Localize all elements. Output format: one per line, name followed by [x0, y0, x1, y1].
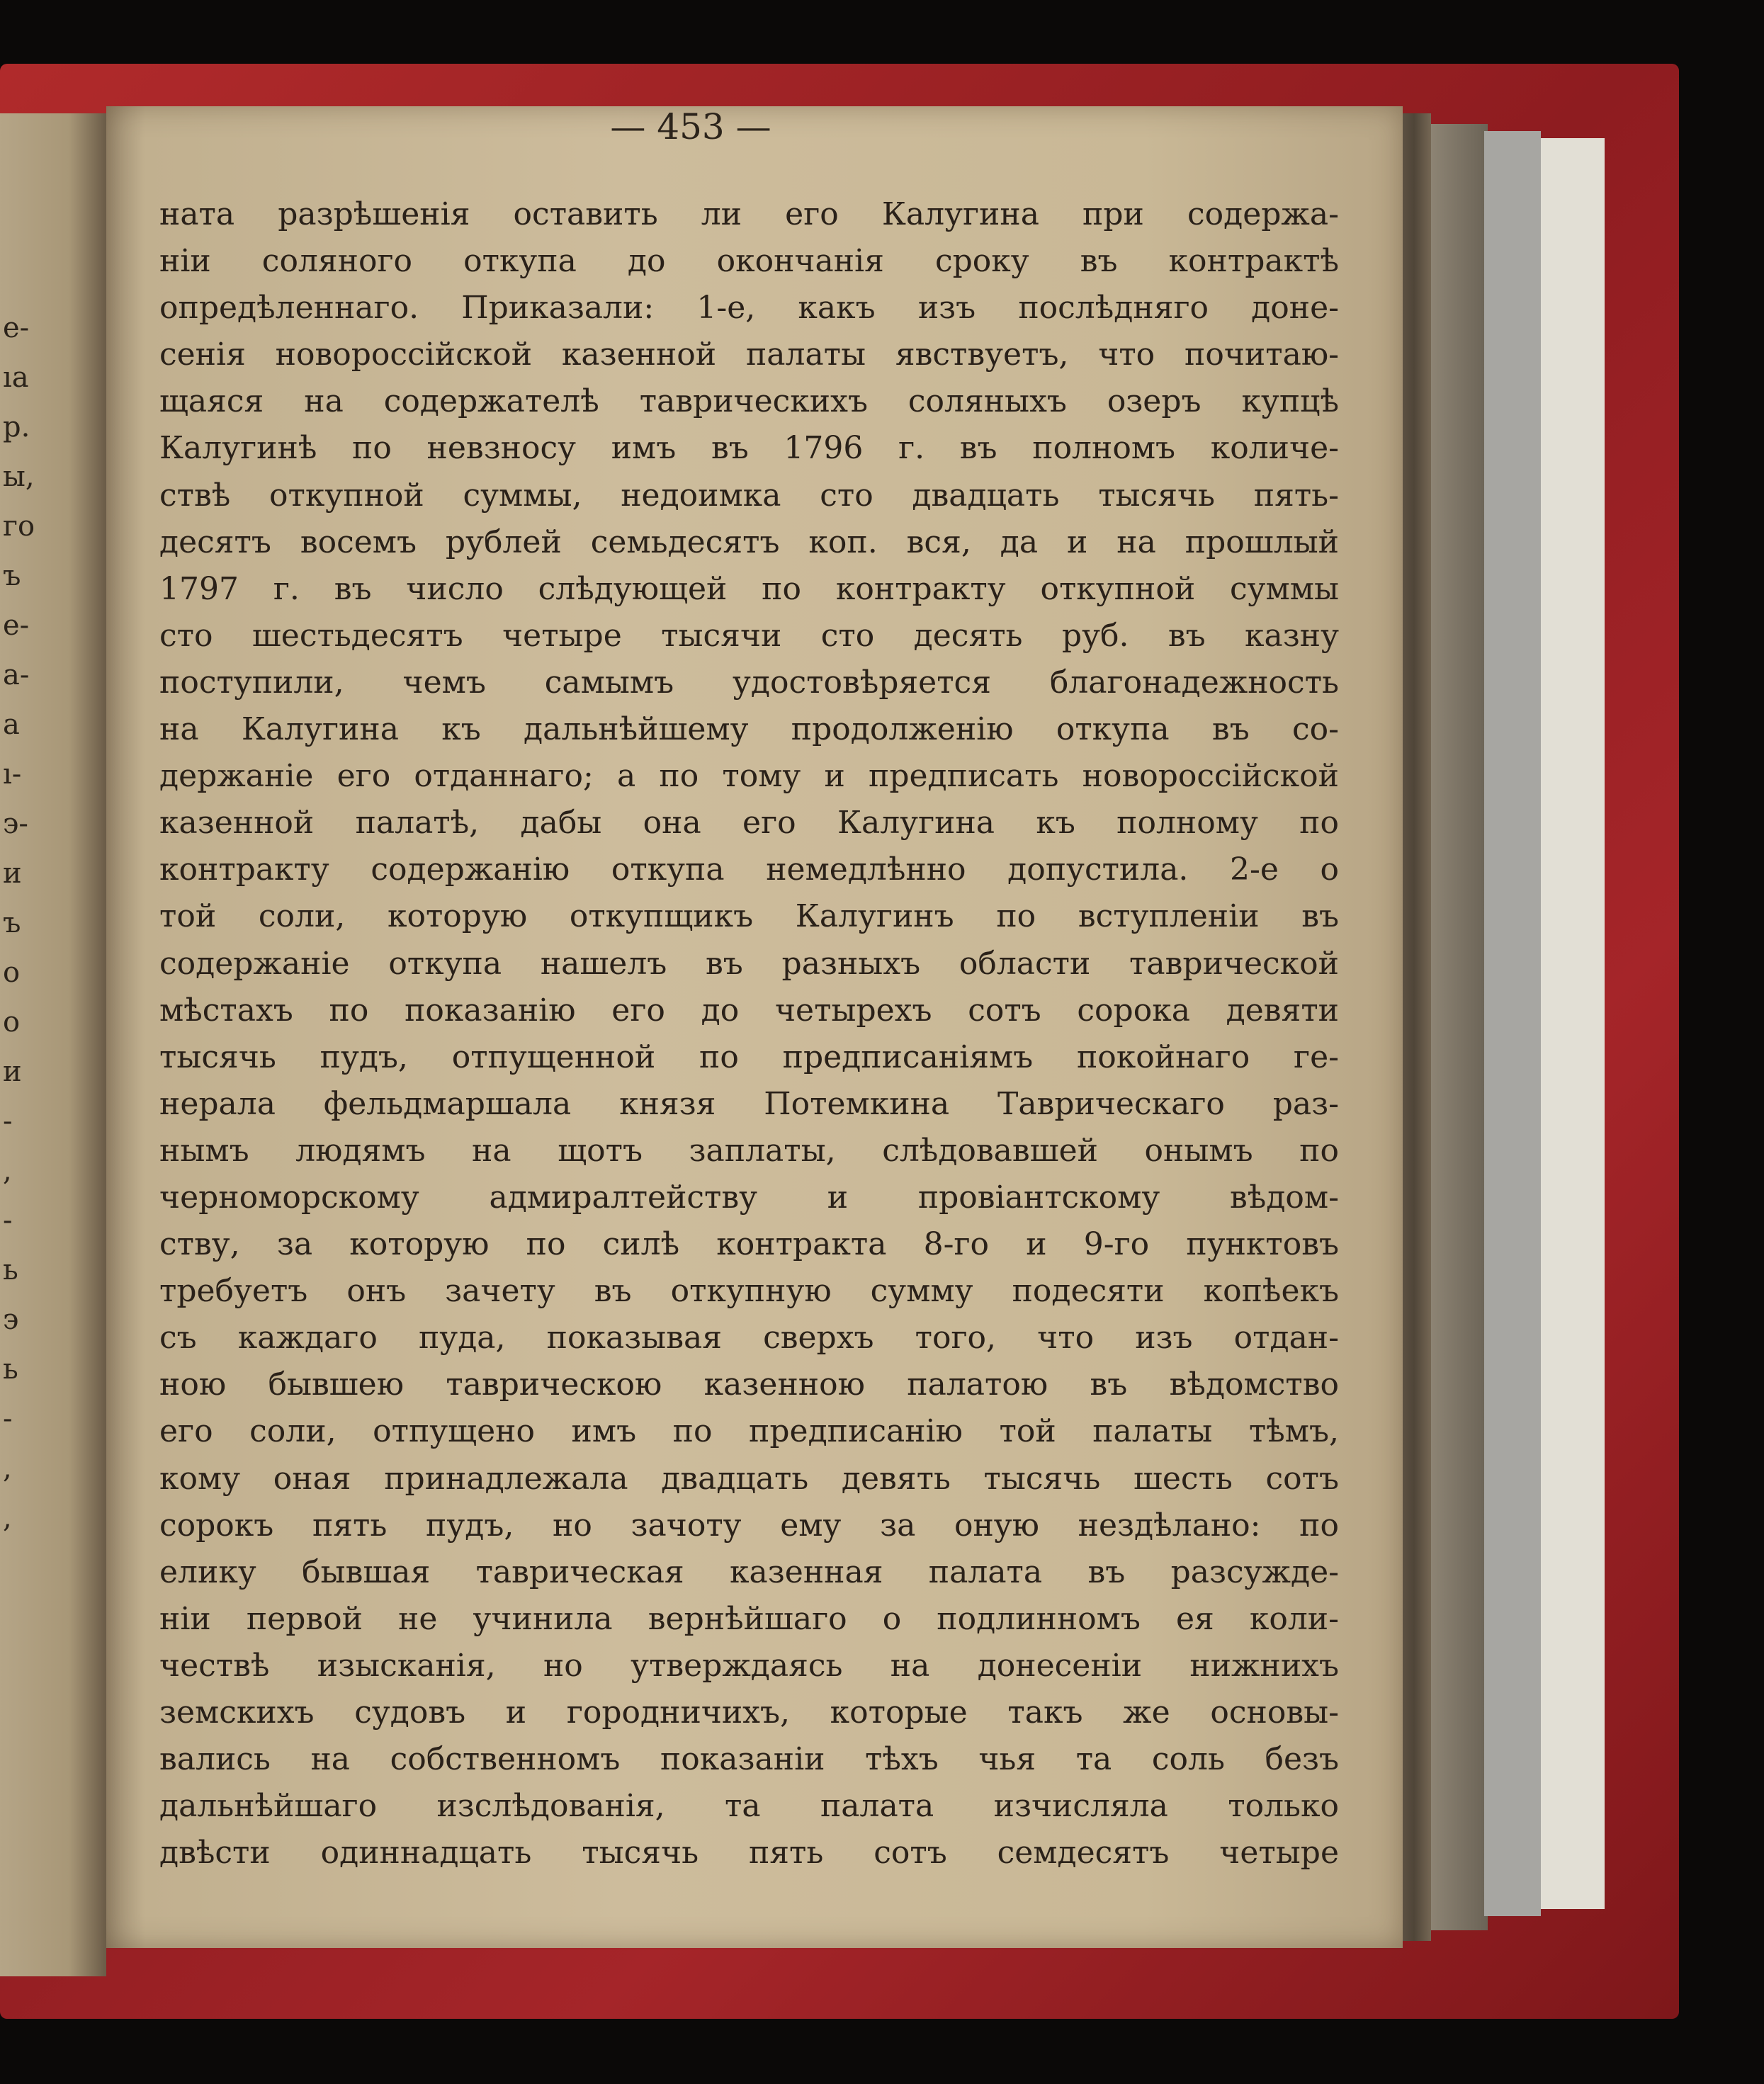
text-line: дальнѣйшаго изслѣдованія, та палата изчисляла только — [159, 1788, 1339, 1825]
text-line: ніи первой не учинила вернѣйшаго о подлинномъ ея коли- — [159, 1600, 1339, 1637]
left-page-fragment: ь — [3, 1353, 18, 1386]
text-line: сто шестьдесятъ четыре тысячи сто десять руб. въ казну — [159, 617, 1339, 654]
text-line: мѣстахъ по показанію его до четырехъ сотъ сорока девяти — [159, 992, 1339, 1029]
text-line: требуетъ онъ зачету въ откупную сумму подесяти копѣекъ — [159, 1273, 1339, 1310]
left-page-fragment: э — [3, 1303, 19, 1336]
page-edges — [1541, 138, 1605, 1909]
text-line: опредѣленнаго. Приказали: 1-е, какъ изъ послѣдняго доне- — [159, 290, 1339, 327]
left-page-fragment: , — [3, 1502, 12, 1534]
left-page-fragment: и — [3, 857, 22, 890]
text-line: его соли, отпущено имъ по предписанію той палаты тѣмъ, — [159, 1413, 1339, 1450]
text-line: щаяся на содержателѣ таврическихъ соляныхъ озеръ купцѣ — [159, 383, 1339, 420]
left-page-fragment: ы, — [3, 460, 35, 493]
text-line: 1797 г. въ число слѣдующей по контракту откупной суммы — [159, 570, 1339, 607]
text-line: контракту содержанію откупа немедлѣнно допустила. 2-е о — [159, 851, 1339, 888]
left-page-fragment: ь — [3, 1254, 18, 1286]
text-line: земскихъ судовъ и городничихъ, которые такъ же основы- — [159, 1694, 1339, 1731]
text-line: Калугинѣ по невзносу имъ въ 1796 г. въ полномъ количе- — [159, 430, 1339, 467]
left-page-fragment: о — [3, 956, 21, 989]
text-line: чествѣ изысканія, но утверждаясь на донесеніи нижнихъ — [159, 1647, 1339, 1684]
text-line: поступили, чемъ самымъ удостовѣряется благонадежность — [159, 664, 1339, 701]
text-line: елику бывшая таврическая казенная палата въ разсужде- — [159, 1553, 1339, 1590]
text-line: десятъ восемъ рублей семьдесятъ коп. вся, да и на прошлый — [159, 523, 1339, 560]
left-page-fragment: е- — [3, 312, 30, 344]
left-page-fragment: е- — [3, 609, 30, 642]
left-page-fragment: , — [3, 1155, 12, 1187]
text-line: съ каждаго пуда, показывая сверхъ того, что изъ отдан- — [159, 1320, 1339, 1357]
text-line: на Калугина къ дальнѣйшему продолженію откупа въ со- — [159, 711, 1339, 748]
left-page-fragment: ъ — [3, 560, 21, 592]
left-page-fragment: ı- — [3, 758, 22, 791]
page-number: — 453 — — [610, 106, 771, 147]
text-line: ствѣ откупной суммы, недоимка сто двадцать тысячь пять- — [159, 477, 1339, 514]
text-line: кому оная принадлежала двадцать девять тысячь шесть сотъ — [159, 1460, 1339, 1497]
left-page-fragment: р. — [3, 411, 30, 443]
left-page-fragment: ъ — [3, 907, 21, 939]
left-page-fragment: - — [3, 1204, 13, 1237]
text-line: той соли, которую откупщикъ Калугинъ по вступленіи въ — [159, 898, 1339, 935]
text-line: сорокъ пять пудъ, но зачоту ему за оную нездѣлано: по — [159, 1507, 1339, 1544]
left-facing-page — [0, 113, 106, 1976]
page-edges — [1484, 131, 1541, 1916]
page-text — [159, 191, 1339, 1876]
left-page-fragment: - — [3, 1105, 13, 1138]
text-line: казенной палатѣ, дабы она его Калугина къ полному по — [159, 805, 1339, 842]
text-line: держаніе его отданнаго; а по тому и предписать новороссійской — [159, 758, 1339, 795]
left-page-fragment: о — [3, 1006, 21, 1038]
text-line: ната разрѣшенія оставить ли его Калугина при содержа- — [159, 196, 1339, 232]
text-line: сенія новороссійской казенной палаты явствуетъ, что почитаю- — [159, 336, 1339, 373]
text-line: нерала фельдмаршала князя Потемкина Таврическаго раз- — [159, 1085, 1339, 1122]
left-page-fragment: а- — [3, 659, 30, 691]
book-page — [106, 106, 1403, 1948]
left-page-fragment: э- — [3, 808, 28, 840]
text-line: ніи соляного откупа до окончанія сроку въ контрактѣ — [159, 243, 1339, 280]
text-line: содержаніе откупа нашелъ въ разныхъ области таврической — [159, 945, 1339, 982]
text-line: черноморскому адмиралтейству и провіантскому вѣдом- — [159, 1179, 1339, 1216]
text-line: нымъ людямъ на щотъ заплаты, слѣдовавшей онымъ по — [159, 1132, 1339, 1169]
page-edges — [1431, 124, 1488, 1930]
text-line: ству, за которую по силѣ контракта 8-го и 9-го пунктовъ — [159, 1226, 1339, 1263]
left-page-fragment: , — [3, 1452, 12, 1485]
left-page-fragment: а — [3, 708, 20, 741]
left-page-fragment: и — [3, 1055, 22, 1088]
text-line: ною бывшею таврическою казенною палатою въ вѣдомство — [159, 1366, 1339, 1403]
left-page-fragment: - — [3, 1403, 13, 1435]
left-page-fragment: го — [3, 510, 35, 543]
text-line: тысячь пудъ, отпущенной по предписаніямъ покойнаго ге- — [159, 1038, 1339, 1075]
text-line: двѣсти одиннадцать тысячь пять сотъ семдесятъ четыре — [159, 1835, 1339, 1871]
text-line: вались на собственномъ показаніи тѣхъ чья та соль безъ — [159, 1741, 1339, 1778]
left-page-fragment: ıа — [3, 361, 29, 394]
